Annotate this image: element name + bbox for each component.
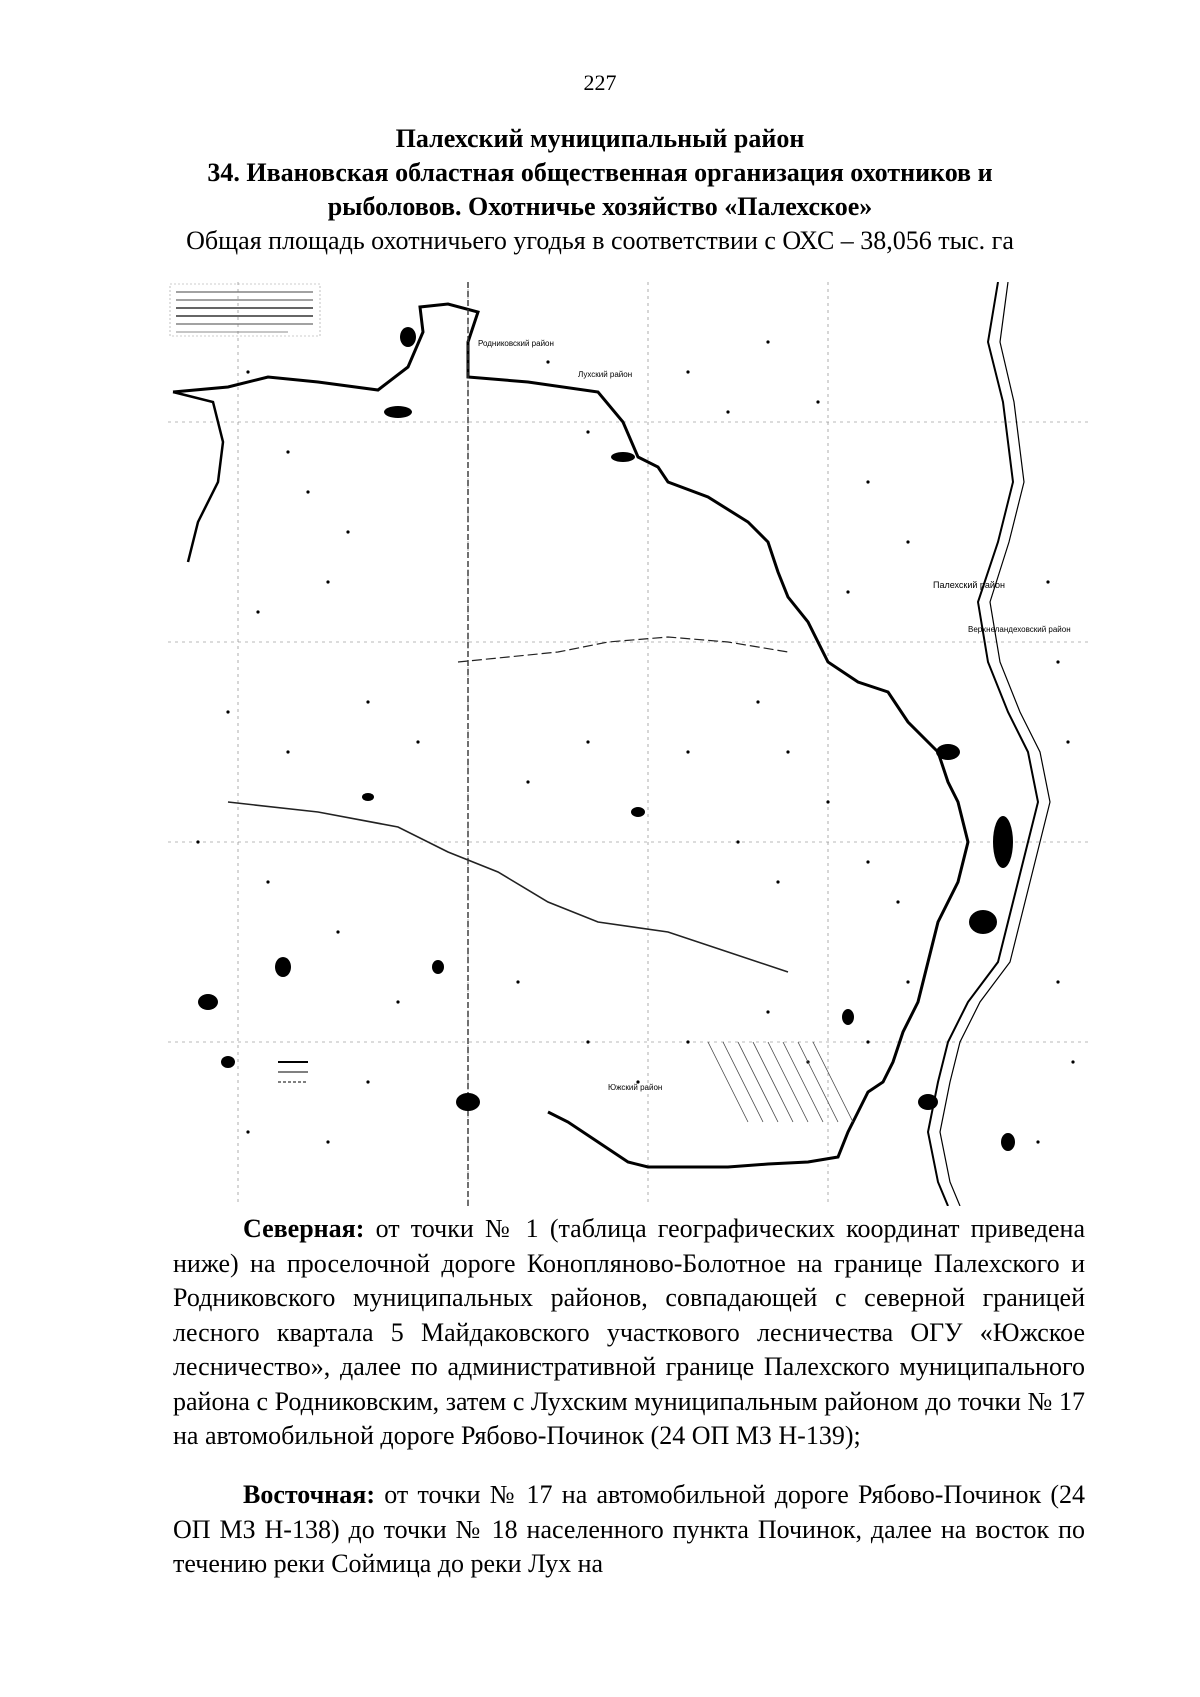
boundary-east-text: от точки № 17 на автомобильной дороге Рябово-Починок (24 ОП МЗ Н-138) до точки № 18 населенного пункта Починок, далее на восток по течению реки Соймица до реки Лух на: [173, 1480, 1085, 1578]
boundary-north-paragraph: [173, 1212, 1085, 1454]
boundary-east-term: Восточная:: [243, 1480, 376, 1509]
map-label-verkhnelandekh: Верхнеландеховский район: [968, 625, 1071, 634]
area-subheading: Общая площадь охотничьего угодья в соответствии с ОХС – 38,056 тыс. га: [186, 226, 1014, 255]
page-number: 227: [583, 70, 617, 95]
hunting-ground-map: [168, 282, 1090, 1206]
map-label-rodniki: Родниковский район: [478, 339, 554, 348]
boundary-east-paragraph: [173, 1478, 1085, 1582]
map-label-palekh: Палехский район: [933, 580, 1005, 590]
district-heading: Палехский муниципальный район: [395, 124, 805, 153]
organization-heading: 34. Ивановская областная общественная организация охотников и рыболовов. Охотничье хозяйство «Палехское»: [207, 158, 993, 221]
map-label-yuzha: Южский район: [608, 1083, 663, 1092]
boundary-north-text: от точки № 1 (таблица географических координат приведена ниже) на проселочной дороге Конопляново-Болотное на границе Палехского и Родниковского муниципальных районов, совпадающей с северной границей лесного квартала 5 Майдаковского участкового лесничества ОГУ «Южское лесничество», далее по административной границе Палехского муниципального района с Родниковским, затем с Лухским муниципальным районом до точки № 17 на автомобильной дороге Рябово-Починок (24 ОП МЗ Н-139);: [173, 1214, 1085, 1450]
map-drawing: [168, 282, 1090, 1206]
boundary-north-term: Северная:: [243, 1214, 365, 1243]
map-label-lukh: Лухский район: [578, 370, 633, 379]
